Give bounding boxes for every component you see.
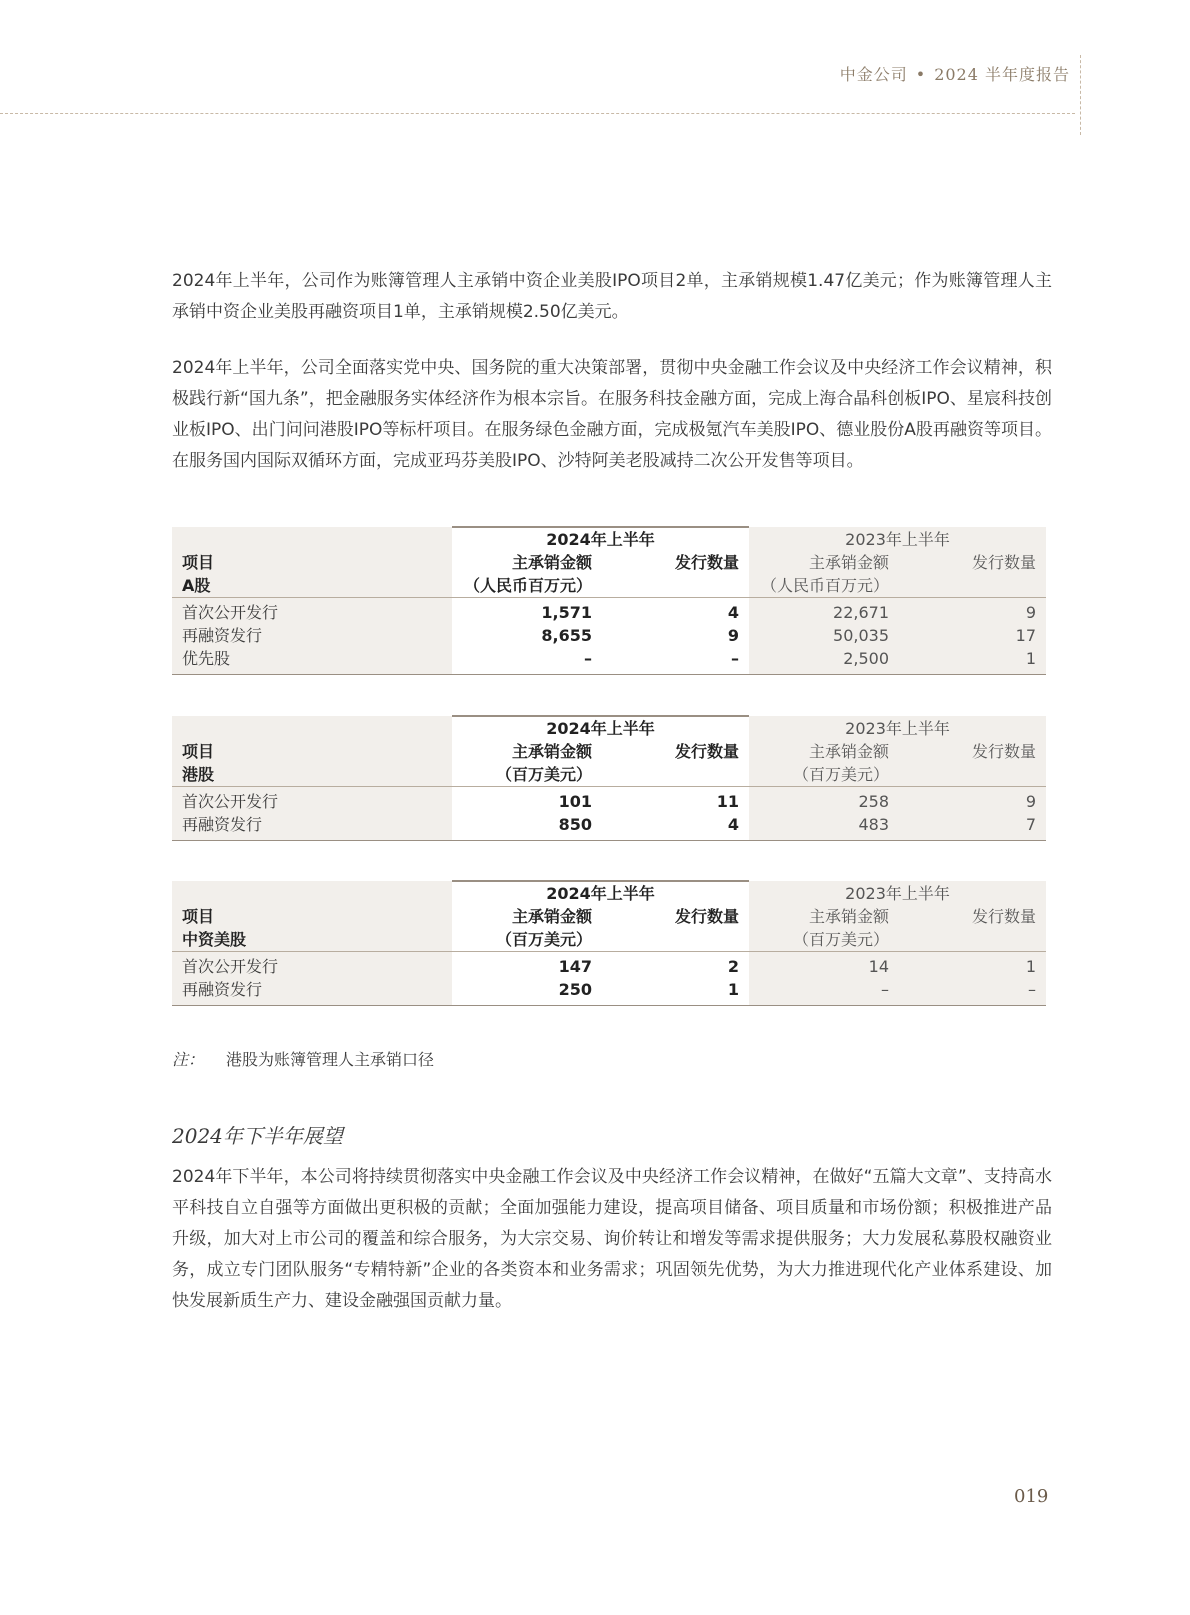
cur-amount: 8,655	[452, 624, 602, 647]
table-row	[172, 647, 1046, 675]
prior-unit-header: （人民币百万元）	[749, 574, 899, 598]
amount-header: 主承销金额	[452, 551, 602, 574]
prior-count-header: 发行数量	[899, 551, 1046, 574]
item-header: 项目	[172, 551, 452, 574]
row-label: 首次公开发行	[172, 598, 452, 625]
row-label: 再融资发行	[172, 978, 452, 1006]
prior-period-header: 2023年上半年	[749, 527, 1046, 551]
prior-unit-header: （百万美元）	[749, 928, 899, 952]
table-row	[172, 624, 1046, 647]
section-title: 2024年下半年展望	[172, 1124, 343, 1148]
prev-count: 9	[899, 598, 1046, 625]
table-row	[172, 598, 1046, 625]
prior-period-header: 2023年上半年	[749, 881, 1046, 905]
table-hk-share	[172, 715, 1046, 841]
cur-count: 11	[602, 787, 749, 814]
prev-count: 1	[899, 647, 1046, 675]
paragraph-policy: 2024年上半年，公司全面落实党中央、国务院的重大决策部署，贯彻中央金融工作会议及中央经济工作会议精神，积极践行新“国九条”，把金融服务实体经济作为根本宗旨。在服务科技金融方面，完成上海合晶科创板IPO、星宸科技创业板IPO、出门问问港股IPO等标杆项目。在服务绿色金融方面，完成极氪汽车美股IPO、德业股份A股再融资等项目。在服务国内国际双循环方面，完成亚玛芬美股IPO、沙特阿美老股减持二次公开发售等项目。	[172, 358, 1052, 471]
cur-amount: –	[452, 647, 602, 675]
prev-amount: 2,500	[749, 647, 899, 675]
current-period-header: 2024年上半年	[452, 716, 749, 740]
count-header: 发行数量	[602, 551, 749, 574]
category-header: A股	[172, 574, 452, 598]
table-us-share	[172, 880, 1046, 1006]
prev-amount: 14	[749, 952, 899, 979]
row-label: 再融资发行	[172, 813, 452, 841]
table-row	[172, 952, 1046, 979]
count-header: 发行数量	[602, 905, 749, 928]
prev-amount: –	[749, 978, 899, 1006]
table-row	[172, 787, 1046, 814]
item-header: 项目	[172, 905, 452, 928]
header-report-title: 2024 半年度报告	[934, 65, 1070, 84]
note-label: 注：	[172, 1050, 205, 1069]
cur-amount: 147	[452, 952, 602, 979]
prev-amount: 22,671	[749, 598, 899, 625]
count-header: 发行数量	[602, 740, 749, 763]
prior-unit-header: （百万美元）	[749, 763, 899, 787]
cur-count: 9	[602, 624, 749, 647]
page-number: 019	[1014, 1486, 1049, 1507]
prior-period-header: 2023年上半年	[749, 716, 1046, 740]
item-header: 项目	[172, 740, 452, 763]
table-row	[172, 978, 1046, 1006]
current-period-header: 2024年上半年	[452, 527, 749, 551]
table-note	[172, 1047, 434, 1070]
category-header: 中资美股	[172, 928, 452, 952]
current-period-header: 2024年上半年	[452, 881, 749, 905]
prior-count-header: 发行数量	[899, 905, 1046, 928]
cur-count: –	[602, 647, 749, 675]
prev-count: 7	[899, 813, 1046, 841]
note-text: 港股为账簿管理人主承销口径	[226, 1050, 435, 1069]
prior-amount-header: 主承销金额	[749, 905, 899, 928]
header-vertical-divider	[1080, 55, 1081, 135]
category-header: 港股	[172, 763, 452, 787]
table-a-share	[172, 526, 1046, 675]
unit-header: （百万美元）	[452, 928, 602, 952]
paragraph-outlook: 2024年下半年，本公司将持续贯彻落实中央金融工作会议及中央经济工作会议精神，在做好“五篇大文章”、支持高水平科技自立自强等方面做出更积极的贡献；全面加强能力建设，提高项目储备、项目质量和市场份额；积极推进产品升级，加大对上市公司的覆盖和综合服务，为大宗交易、询价转让和增发等需求提供服务；大力发展私募股权融资业务，成立专门团队服务“专精特新”企业的各类资本和业务需求；巩固领先优势，为大力推进现代化产业体系建设、加快发展新质生产力、建设金融强国贡献力量。	[172, 1167, 1052, 1311]
cur-amount: 850	[452, 813, 602, 841]
header-company: 中金公司	[839, 65, 908, 84]
cur-count: 2	[602, 952, 749, 979]
row-label: 首次公开发行	[172, 952, 452, 979]
cur-amount: 250	[452, 978, 602, 1006]
cur-count: 4	[602, 598, 749, 625]
amount-header: 主承销金额	[452, 905, 602, 928]
cur-amount: 1,571	[452, 598, 602, 625]
prev-amount: 50,035	[749, 624, 899, 647]
prior-amount-header: 主承销金额	[749, 740, 899, 763]
paragraph-us-ipo: 2024年上半年，公司作为账簿管理人主承销中资企业美股IPO项目2单，主承销规模1.47亿美元；作为账簿管理人主承销中资企业美股再融资项目1单，主承销规模2.50亿美元。	[172, 271, 1052, 322]
row-label: 再融资发行	[172, 624, 452, 647]
prev-count: 1	[899, 952, 1046, 979]
row-label: 首次公开发行	[172, 787, 452, 814]
prior-count-header: 发行数量	[899, 740, 1046, 763]
unit-header: （人民币百万元）	[452, 574, 602, 598]
cur-count: 1	[602, 978, 749, 1006]
table-row	[172, 813, 1046, 841]
running-header	[840, 62, 1070, 85]
amount-header: 主承销金额	[452, 740, 602, 763]
unit-header: （百万美元）	[452, 763, 602, 787]
cur-amount: 101	[452, 787, 602, 814]
prev-count: 17	[899, 624, 1046, 647]
prev-amount: 483	[749, 813, 899, 841]
header-separator: •	[915, 65, 927, 84]
header-divider	[0, 113, 1075, 114]
row-label: 优先股	[172, 647, 452, 675]
prev-count: 9	[899, 787, 1046, 814]
cur-count: 4	[602, 813, 749, 841]
prev-count: –	[899, 978, 1046, 1006]
prev-amount: 258	[749, 787, 899, 814]
prior-amount-header: 主承销金额	[749, 551, 899, 574]
